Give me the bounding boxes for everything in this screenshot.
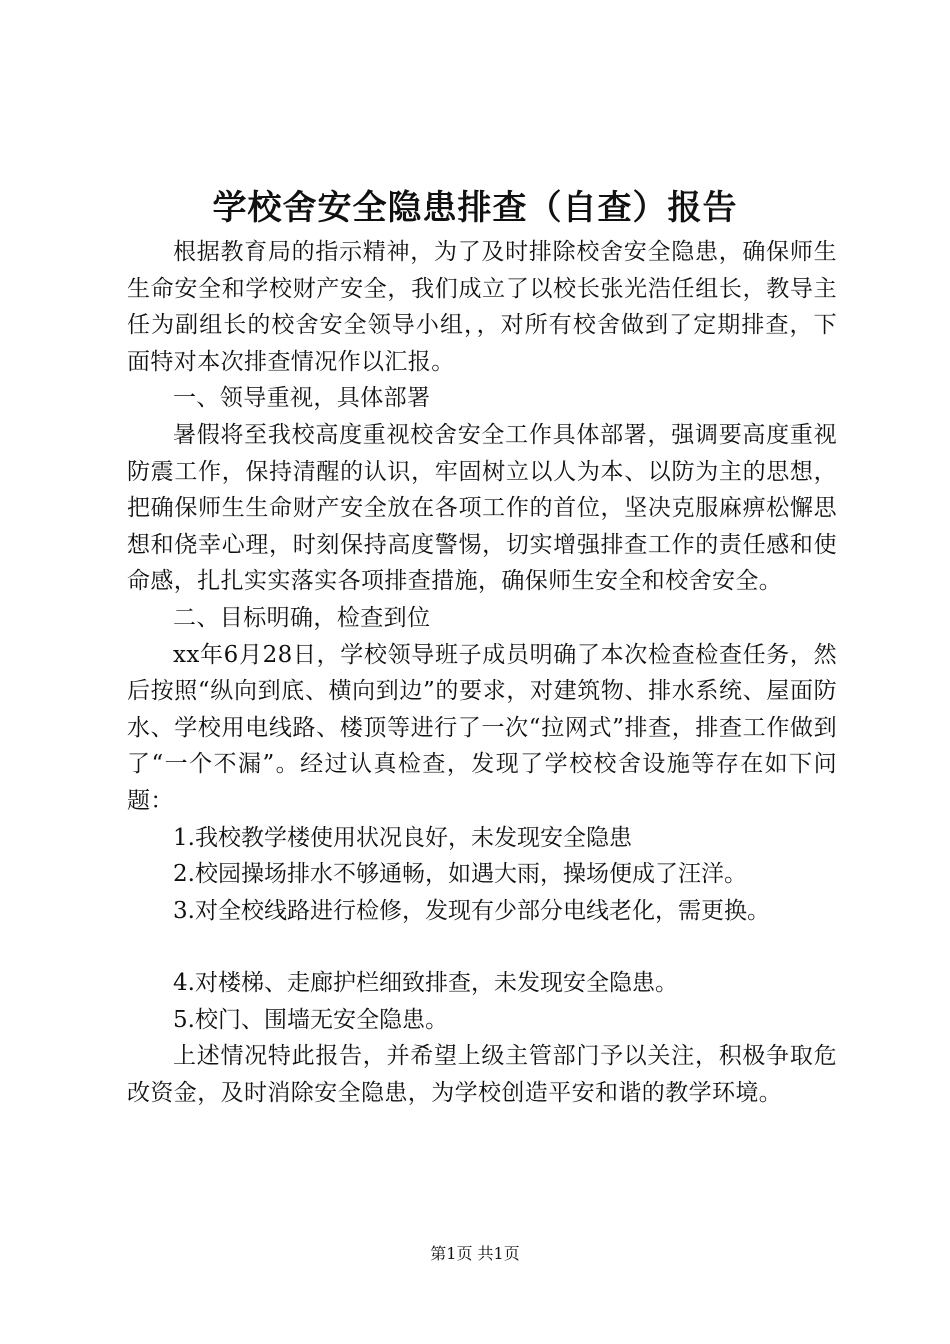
section-2-heading: 二、目标明确，检查到位: [173, 604, 431, 631]
issue-item-1: 1.我校教学楼使用状况良好，未发现安全隐患: [173, 824, 632, 851]
section-1-paragraph: 暑假将至我校高度重视校舍安全工作具体部署，强调要高度重视防震工作，保持清醒的认识，牢固树立以人为本、以防为主的思想，把确保师生生命财产安全放在各项工作的首位，坚决克服麻痹松懈思想和侥幸心理，时刻保持高度警惕，切实增强排查工作的责任感和使命感，扎扎实实落实各项排查措施，确保师生安全和校舍安全。: [127, 421, 837, 595]
blank-line: [127, 929, 837, 965]
document-title: 学校舍安全隐患排查（自查）报告: [212, 188, 738, 228]
section-1-heading: 一、领导重视，具体部署: [173, 385, 431, 412]
issue-item-5: 5.校门、围墙无安全隐患。: [173, 1006, 448, 1033]
issue-item-3: 3.对全校线路进行检修，发现有少部分电线老化，需更换。: [173, 897, 770, 924]
conclusion-paragraph: 上述情况特此报告，并希望上级主管部门予以关注，积极争取危改资金，及时消除安全隐患，为学校创造平安和谐的教学环境。: [127, 1043, 837, 1107]
document-body: [127, 234, 837, 1112]
page-footer: 第1页 共1页: [430, 1244, 520, 1263]
section-2-paragraph: xx年6月28日，学校领导班子成员明确了本次检查检查任务，然后按照“纵向到底、横向到边”的要求，对建筑物、排水系统、屋面防水、学校用电线路、楼顶等进行了一次“拉网式”排查，排查工作做到了“一个不漏”。经过认真检查，发现了学校校舍设施等存在如下问题：: [127, 641, 837, 814]
issue-item-2: 2.校园操场排水不够通畅，如遇大雨，操场便成了汪洋。: [173, 861, 747, 888]
issue-item-4: 4.对楼梯、走廊护栏细致排查，未发现安全隐患。: [173, 970, 678, 997]
intro-paragraph: 根据教育局的指示精神，为了及时排除校舍安全隐患，确保师生生命安全和学校财产安全，我们成立了以校长张光浩任组长，教导主任为副组长的校舍安全领导小组，，对所有校舍做到了定期排查，下面特对本次排查情况作以汇报。: [127, 239, 837, 375]
